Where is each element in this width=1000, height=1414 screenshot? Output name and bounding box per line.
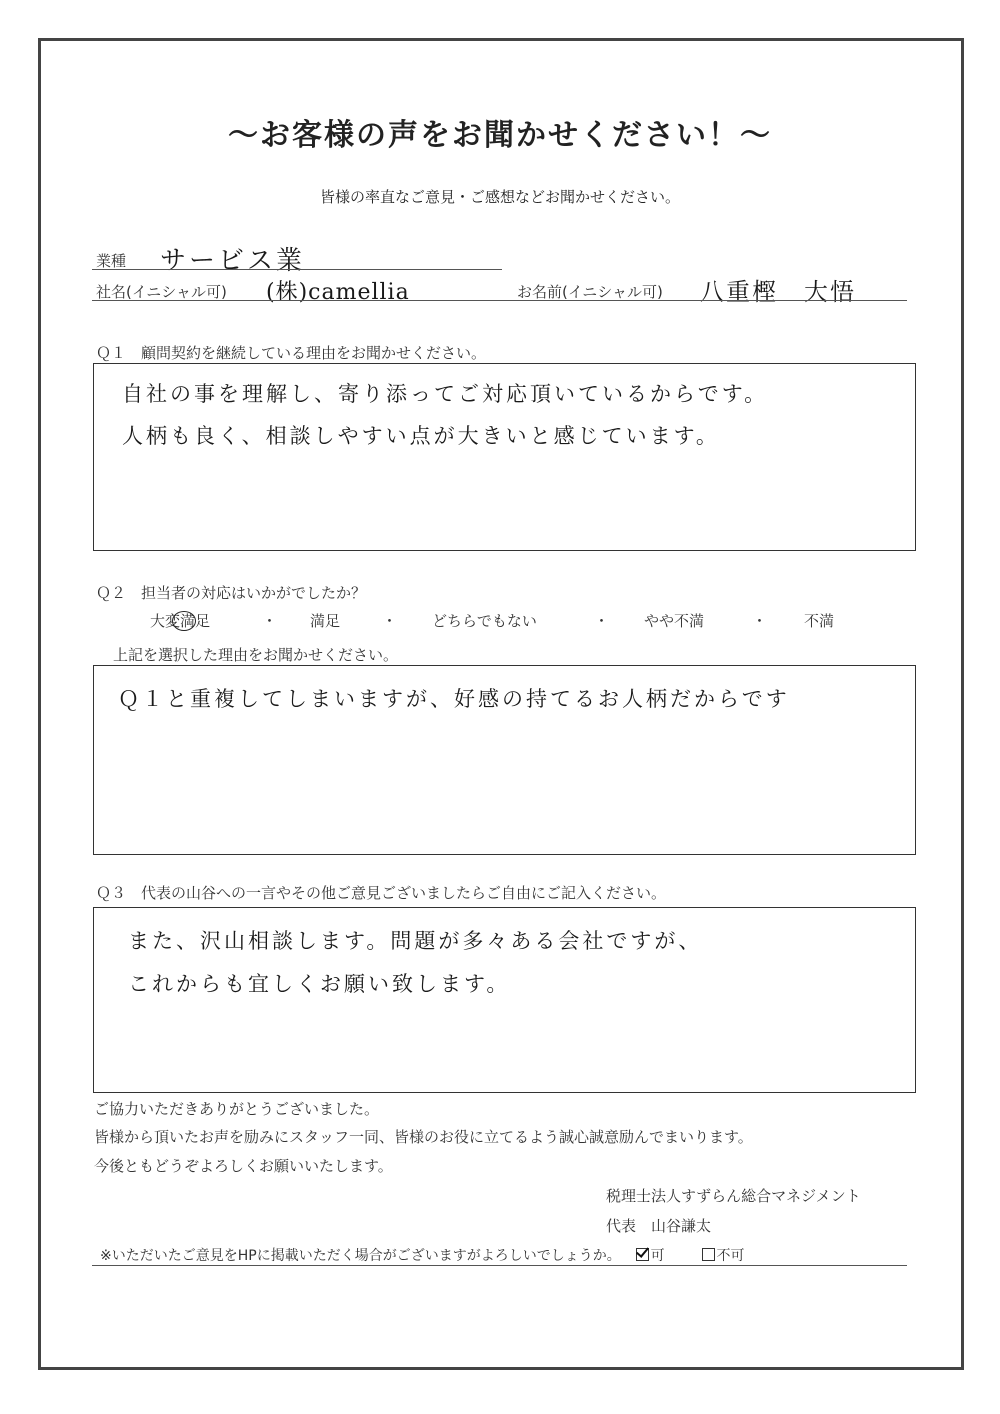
q1-answer-line-1: 自社の事を理解し、寄り添ってご対応頂いているからです。 (122, 382, 769, 406)
industry-value: サービス業 (160, 246, 306, 276)
industry-underline (92, 269, 502, 270)
company-name-underline (92, 300, 907, 301)
consent-row (100, 1245, 745, 1265)
consent-no-checkbox[interactable] (702, 1248, 715, 1261)
q3-question: Ｑ３ 代表の山谷への一言やその他ご意見ございましたらご自由にご記入ください。 (96, 884, 667, 902)
consent-yes-label: 可 (650, 1248, 665, 1264)
q2-reason-prompt: 上記を選択した理由をお聞かせください。 (113, 646, 399, 664)
q2-option-neutral[interactable]: どちらでもない (432, 612, 537, 630)
signature-rep: 代表 山谷謙太 (606, 1217, 712, 1235)
q2-separator: ・ (382, 612, 398, 630)
signature-org: 税理士法人すずらん総合マネジメント (606, 1187, 861, 1205)
name-label: お名前(イニシャル可) (517, 283, 663, 301)
name-value: 八重樫 大悟 (700, 278, 856, 306)
closing-line-2: 皆様から頂いたお声を励みにスタッフ一同、皆様のお役に立てるよう誠心誠意励んでまいります。 (94, 1128, 753, 1146)
q2-separator: ・ (594, 612, 610, 630)
closing-line-3: 今後ともどうぞよろしくお願いいたします。 (94, 1157, 393, 1175)
q2-option-very-satisfied[interactable]: 大変満足 (150, 612, 211, 630)
q2-option-somewhat-dissatisfied[interactable]: やや不満 (644, 612, 705, 630)
industry-label: 業種 (96, 252, 127, 270)
page-subtitle: 皆様の率直なご意見・ご感想などお聞かせください。 (319, 188, 680, 206)
consent-underline (92, 1265, 907, 1266)
q3-answer-line-2: これからも宜しくお願い致します。 (128, 972, 511, 996)
q2-separator: ・ (752, 612, 768, 630)
q1-question: Ｑ１ 顧問契約を継続している理由をお聞かせください。 (96, 344, 487, 362)
q2-selected-circle (172, 611, 196, 631)
company-label: 社名(イニシャル可) (96, 283, 227, 301)
q3-answer-line-1: また、沢山相談します。問題が多々ある会社ですが、 (128, 929, 703, 953)
consent-no-label: 不可 (716, 1248, 745, 1264)
closing-line-1: ご協力いただきありがとうございました。 (94, 1100, 380, 1118)
company-value: (株)camellia (266, 280, 410, 305)
consent-yes-checkbox[interactable] (636, 1248, 649, 1261)
consent-text: ※いただいたご意見をHPに掲載いただく場合がございますがよろしいでしょうか。 (100, 1248, 621, 1264)
q1-answer-line-2: 人柄も良く、相談しやすい点が大きいと感じています。 (122, 424, 720, 448)
page-title: ～お客様の声をお聞かせください！～ (228, 118, 772, 153)
q2-separator: ・ (262, 612, 278, 630)
q2-option-dissatisfied[interactable]: 不満 (804, 612, 835, 630)
q2-option-satisfied[interactable]: 満足 (310, 612, 341, 630)
q2-answer-line-1: Ｑ１と重複してしまいますが、好感の持てるお人柄だからです (118, 687, 790, 711)
q2-question: Ｑ２ 担当者の対応はいかがでしたか？ (96, 584, 367, 602)
